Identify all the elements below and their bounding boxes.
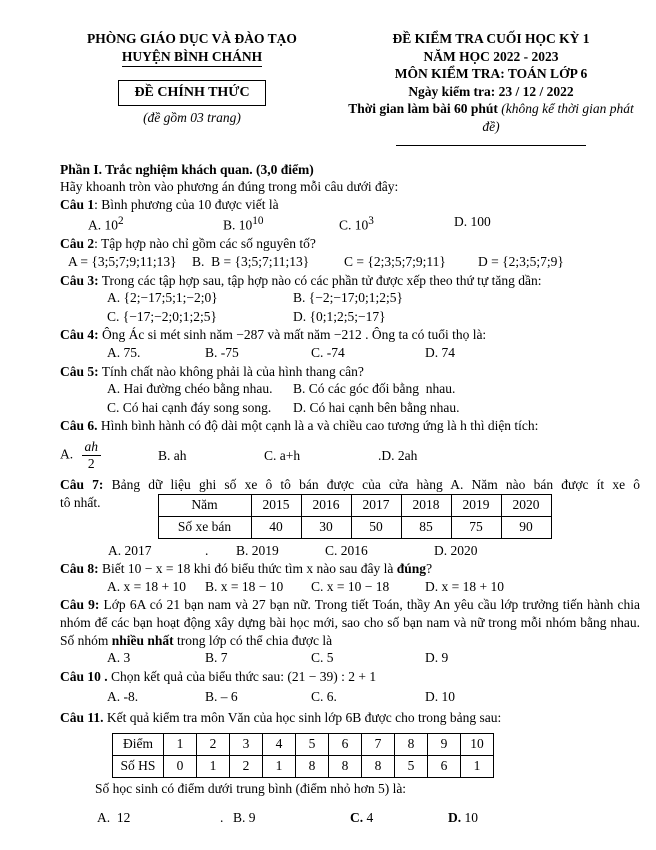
q4-option-a: A. 75. [107,345,141,360]
table-cell: 40 [251,516,301,538]
question-5 [60,363,640,417]
literature-scores-table [112,733,494,778]
table-cell: 50 [351,516,401,538]
question-1 [60,196,640,235]
official-stamp-box-wrap [42,67,342,106]
question-7-stem: Câu 7: Bảng dữ liệu ghi số xe ô tô bán được của cửa hàng A. Năm nào bán được ít xe ô [60,476,640,492]
question-4-options [107,344,640,362]
q1-option-a: A. $10^2$ [88,215,124,233]
header-left [42,30,342,146]
q1-option-c: C. $10^3$ [339,215,374,233]
q2-option-b: B. B = {3;5;7;11;13} [192,254,310,270]
table-cell: 7 [362,733,395,755]
table-cell: 5 [395,755,428,777]
table-cell: 1 [164,733,197,755]
question-7-options [108,542,640,560]
question-4 [60,326,640,361]
q5-option-d: D. Có hai cạnh bên bằng nhau. [293,399,460,415]
q6-option-a: A. $\frac{ah}{2}$ [60,439,158,472]
question-11 [60,709,640,827]
q2-option-a: A = {3;5;7;9;11;13} [68,254,177,270]
car-sales-table-values-row [158,516,551,538]
q11-stray-period: . [220,810,224,826]
q11-option-b: B. 9 [233,810,256,826]
official-stamp-box: ĐỀ CHÍNH THỨC [118,80,265,106]
question-8-options [107,578,640,596]
table-cell: 2017 [351,494,401,516]
question-7-stem-cont: tô nhất. [60,494,101,510]
q1-option-b: B. $10^{10}$ [223,215,264,233]
q6-option-b: B. ah [158,447,187,463]
q10-option-c: C. 6. [311,689,337,705]
q9-option-a: A. 3 [107,650,131,666]
q11-option-a: A. 12 [97,810,131,826]
q3-option-d: D. {0;1;2;5;−17} [293,308,386,324]
q7-option-a: A. 2017 [108,542,152,558]
question-3-options-row-1 [107,289,640,307]
table-cell: 4 [263,733,296,755]
table-cell: 1 [461,755,494,777]
question-5-options-row-2 [107,399,640,417]
q7-stray-period: . [205,542,209,558]
q3-option-a: A. {2;−17;5;1;−2;0} [107,290,218,306]
table-cell: 2 [230,755,263,777]
table-cell: 3 [230,733,263,755]
question-8 [60,560,640,595]
table-cell: 2015 [251,494,301,516]
q8-option-d: D. x = 18 + 10 [425,578,504,594]
q3-option-b: B. {−2;−17;0;1;2;5} [293,290,403,306]
exam-title-line-2: NĂM HỌC 2022 - 2023 [423,48,559,64]
table-cell: 2 [197,733,230,755]
header-right [342,30,640,146]
scores-table-points-row [113,733,494,755]
exam-date-line: Ngày kiểm tra: 23 / 12 / 2022 [408,83,574,99]
q7-option-c: C. 2016 [325,542,368,558]
table-cell: Số xe bán [158,516,251,538]
question-11-options [97,809,640,827]
department-line: PHÒNG GIÁO DỤC VÀ ĐÀO TẠO [87,31,297,46]
question-5-stem: Câu 5: Tính chất nào không phải là của hình thang cân? [60,363,364,379]
district-line: HUYỆN BÌNH CHÁNH [42,48,342,68]
question-10 [60,668,640,706]
question-9 [60,596,640,666]
question-3 [60,272,640,326]
question-10-options [107,688,640,706]
question-7 [60,476,640,559]
pages-note: (đề gồm 03 trang) [143,109,241,125]
question-3-options-row-2 [107,308,640,326]
table-cell: 75 [451,516,501,538]
q6-option-d: .D. 2ah [378,447,418,463]
table-cell: 30 [301,516,351,538]
section-title: Phần I. Trắc nghiệm khách quan. (3,0 điểm) [60,161,314,177]
q8-option-c: C. x = 10 − 18 [311,578,390,594]
question-6-options [60,437,640,474]
exam-duration-line: Thời gian làm bài 60 phút (không kể thời gian phát đề) [348,101,634,134]
table-cell: 8 [362,755,395,777]
q6-option-c: C. a+h [264,447,301,463]
q10-option-d: D. 10 [425,689,455,705]
q1-option-d: D. 100 [454,214,491,230]
q5-option-c: C. Có hai cạnh đáy song song. [107,399,272,415]
exam-header [42,30,640,146]
table-cell: Năm [158,494,251,516]
question-2-stem: Câu 2: Tập hợp nào chỉ gồm các số nguyên tố? [60,236,316,252]
q5-option-a: A. Hai đường chéo bằng nhau. [107,381,273,397]
table-cell: Số HS [113,755,164,777]
table-cell: Điểm [113,733,164,755]
q11-option-c: C. 4 [350,810,374,826]
q8-option-b: B. x = 18 − 10 [205,578,284,594]
table-cell: 2019 [451,494,501,516]
table-cell: 90 [501,516,551,538]
header-divider-line [396,145,586,146]
table-cell: 8 [329,755,362,777]
q2-option-c: C = {2;3;5;7;9;11} [344,254,446,270]
question-2-options [68,253,640,271]
fraction: $\frac{ah}{2}$ [82,439,102,472]
question-9-stem: Câu 9: Lớp 6A có 21 bạn nam và 27 bạn nữ. Trong tiết Toán, thầy An yêu cầu lớp trưởng tiến hành chia nhóm để các bạn hoạt động xây dựng bài học mới, sao cho số bạn nam và nữ trong mỗi nhóm bằng nhau. Số nhóm nhiều nhất trong lớp có thể chia được là [60,597,640,648]
table-cell: 1 [263,755,296,777]
question-3-stem: Câu 3: Trong các tập hợp sau, tập hợp nào có các phần tử được xếp theo thứ tự tăng dần: [60,272,542,288]
question-1-options [88,213,640,234]
q9-option-d: D. 9 [425,650,449,666]
q10-option-a: A. -8. [107,689,139,705]
q4-option-c: C. -74 [311,345,345,360]
question-5-options-row-1 [107,380,640,398]
question-11-stem: Câu 11. Kết quả kiểm tra môn Văn của học sinh lớp 6B được cho trong bảng sau: [60,709,502,725]
q11-option-d: D. 10 [448,810,478,826]
q3-option-c: C. {−17;−2;0;1;2;5} [107,308,217,324]
table-cell: 5 [296,733,329,755]
question-10-stem: Câu 10 . Chọn kết quả của biểu thức sau: (21 − 39) : 2 + 1 [60,668,377,684]
table-cell: 0 [164,755,197,777]
table-cell: 6 [428,755,461,777]
exam-title-line-3: MÔN KIỂM TRA: TOÁN LỚP 6 [394,66,588,82]
q4-option-b: B. -75 [205,345,239,360]
car-sales-table-years-row [158,494,551,516]
q4-option-d: D. 74 [425,345,455,360]
question-9-options [107,649,640,667]
q10-option-b: B. – 6 [205,689,238,705]
exam-title-line-1: ĐỀ KIỂM TRA CUỐI HỌC KỲ 1 [392,31,590,46]
car-sales-table [158,494,552,539]
table-cell: 9 [428,733,461,755]
table-cell: 6 [329,733,362,755]
table-cell: 2020 [501,494,551,516]
table-cell: 2016 [301,494,351,516]
q9-option-c: C. 5 [311,650,334,666]
section-instruction: Hãy khoanh tròn vào phương án đúng trong mỗi câu dưới đây: [60,179,399,195]
question-6-stem: Câu 6. Hình bình hành có độ dài một cạnh là a và chiều cao tương ứng là h thì diện tích: [60,418,539,434]
q8-option-a: A. x = 18 + 10 [107,578,186,594]
q9-option-b: B. 7 [205,650,228,666]
table-cell: 10 [461,733,494,755]
question-6 [60,417,640,474]
question-2 [60,235,640,270]
question-8-stem: Câu 8: Biết 10 − x = 18 khi đó biểu thức tìm x nào sau đây là đúng? [60,561,433,577]
question-1-stem: Câu 1: Bình phương của 10 được viết là [60,196,279,212]
question-11-subtext: Số học sinh có điểm dưới trung bình (điểm nhỏ hơn 5) là: [95,780,407,796]
table-cell: 2018 [401,494,451,516]
table-cell: 8 [296,755,329,777]
question-4-stem: Câu 4: Ông Ác si mét sinh năm −287 và mất năm −212 . Ông ta có tuổi thọ là: [60,327,487,343]
question-7-table-row [60,494,640,539]
table-cell: 1 [197,755,230,777]
scores-table-students-row [113,755,494,777]
table-cell: 8 [395,733,428,755]
q7-option-b: B. 2019 [236,542,279,558]
q5-option-b: B. Có các góc đối bằng nhau. [293,381,456,397]
q2-option-d: D = {2;3;5;7;9} [478,254,564,270]
q7-option-d: D. 2020 [434,542,478,558]
table-cell: 85 [401,516,451,538]
